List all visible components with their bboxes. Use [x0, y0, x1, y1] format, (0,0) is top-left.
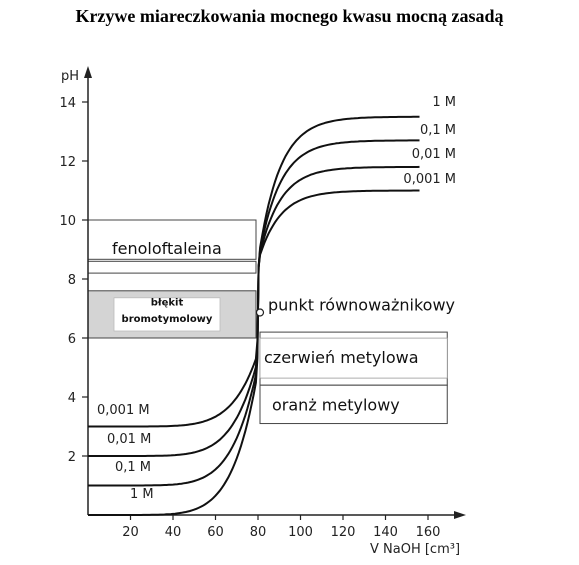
start-label-1: 0,1 M [115, 460, 152, 475]
oranz-label: oranż metylowy [272, 395, 400, 415]
y-tick-label-2: 2 [67, 450, 76, 465]
x-axis-label: V NaOH [cm³] [370, 542, 461, 557]
equivalence-point-marker [257, 309, 264, 316]
y-axis-label: pH [61, 69, 80, 84]
y-tick-label-4: 4 [67, 391, 76, 406]
chart-title: Krzywe miareczkowania mocnego kwasu mocną zasadą [75, 6, 504, 26]
start-label-2: 0,01 M [107, 432, 152, 447]
end-label-3: 0,001 M [403, 172, 456, 187]
fenoloftaleina-label: fenoloftaleina [112, 239, 222, 259]
y-tick-label-6: 6 [67, 332, 76, 347]
y-tick-label-12: 12 [59, 155, 76, 170]
x-tick-label-100: 100 [288, 525, 313, 540]
y-tick-label-14: 14 [59, 96, 76, 111]
blekit-label-line2: bromotymolowy [121, 313, 213, 325]
x-tick-label-120: 120 [330, 525, 356, 540]
x-tick-label-160: 160 [415, 525, 441, 540]
equivalence-point-label: punkt równoważnikowy [268, 295, 456, 315]
blekit-label-line1: błękit [150, 297, 184, 309]
x-tick-label-60: 60 [207, 525, 224, 540]
czerwien-label: czerwień metylowa [264, 348, 419, 368]
x-tick-label-140: 140 [373, 525, 398, 540]
fenoloftaleina-band-lower [88, 261, 256, 273]
x-axis-arrow [454, 511, 466, 519]
end-label-1: 0,1 M [419, 123, 456, 138]
x-tick-label-80: 80 [249, 525, 267, 540]
y-tick-label-8: 8 [67, 273, 76, 288]
y-tick-label-10: 10 [59, 214, 76, 229]
start-label-0: 1 M [130, 487, 154, 502]
start-label-3: 0,001 M [97, 403, 150, 418]
end-label-2: 0,01 M [411, 147, 456, 162]
y-axis-arrow [84, 66, 92, 78]
end-label-0: 1 M [432, 95, 456, 110]
x-tick-label-20: 20 [122, 525, 139, 540]
x-tick-label-40: 40 [164, 525, 182, 540]
